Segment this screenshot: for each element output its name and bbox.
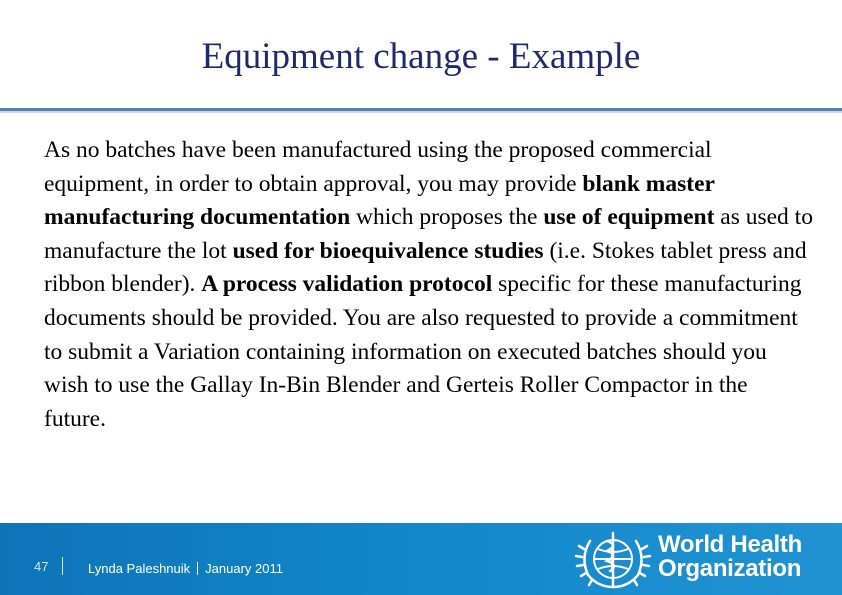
body-text-1: As no batches have been manufactured using the proposed commercial equipment, in order to obtain approval, you may provide: [44, 137, 712, 197]
body-text-3: as used to manufacture the lot: [44, 204, 813, 264]
presenter-info: [88, 560, 288, 577]
page-number: 47: [34, 559, 49, 574]
presentation-date: January 2011: [205, 561, 283, 576]
title-divider-shadow: [0, 111, 842, 113]
presenter-name: Lynda Paleshnuik: [88, 561, 191, 576]
body-text-5: specific for these manufacturing documents should be provided. You are also requested to provide a commitment to submit a Variation containing information on executed batches should you wish to use the Gallay In-Bin Blender and Gerteis Roller Compactor in the future.: [44, 271, 802, 432]
organization-name-line-1: World Health: [658, 531, 802, 558]
slide-body: [44, 134, 814, 436]
body-text-4: (i.e. Stokes tablet press and ribbon blender).: [44, 237, 807, 298]
body-bold-3: used for bioequivalence studies: [232, 237, 544, 264]
slide-title: Equipment change - Example: [201, 36, 641, 77]
body-bold-2: use of equipment: [543, 204, 715, 231]
organization-name-line-2: Organization: [658, 555, 802, 582]
who-emblem-icon: [570, 527, 656, 591]
page-number-separator: [62, 557, 63, 575]
presenter-separator: [197, 562, 198, 575]
organization-name: [658, 533, 802, 581]
footer-bar: [0, 523, 842, 595]
body-text-2: which proposes the: [350, 204, 544, 231]
body-bold-1: blank master manufacturing documentation: [44, 170, 715, 231]
body-bold-4: A process validation protocol: [201, 271, 493, 298]
